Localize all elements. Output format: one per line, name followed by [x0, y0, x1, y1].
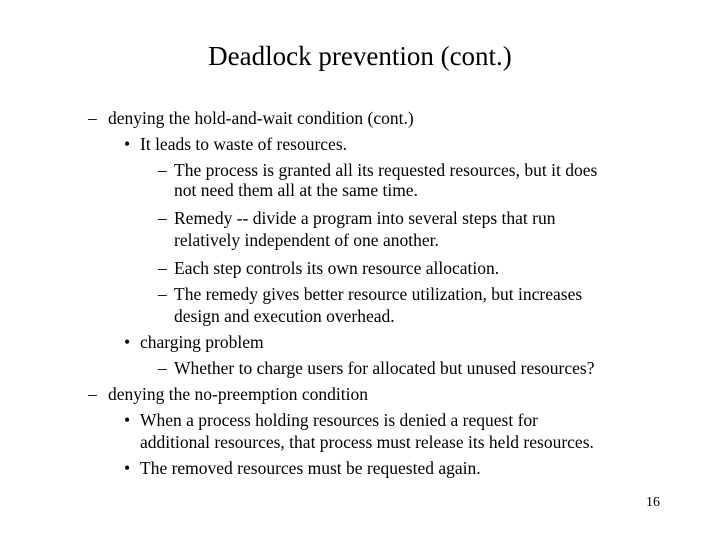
- dot-marker: •: [124, 134, 131, 154]
- bullet-process-granted-cont: not need them all at the same time.: [174, 180, 418, 200]
- bullet-charging-problem: charging problem: [140, 332, 264, 352]
- dot-marker: •: [124, 332, 131, 352]
- dash-marker: –: [158, 284, 167, 304]
- dash-marker: –: [158, 358, 167, 378]
- bullet-waste-of-resources: It leads to waste of resources.: [140, 134, 348, 154]
- dash-marker: –: [158, 160, 167, 180]
- dash-marker: –: [88, 108, 97, 128]
- bullet-process-granted: The process is granted all its requested resources, but it does: [174, 160, 598, 180]
- page-number: 16: [646, 495, 660, 510]
- bullet-removed-resources: The removed resources must be requested again.: [140, 458, 481, 478]
- bullet-no-preemption: denying the no-preemption condition: [108, 384, 369, 404]
- dash-marker: –: [158, 258, 167, 278]
- bullet-remedy-gives: The remedy gives better resource utilization, but increases: [174, 284, 583, 304]
- bullet-remedy: Remedy -- divide a program into several steps that run: [174, 208, 556, 228]
- dot-marker: •: [124, 458, 131, 478]
- bullet-remedy-gives-cont: design and execution overhead.: [174, 306, 395, 326]
- bullet-each-step: Each step controls its own resource allocation.: [174, 258, 500, 278]
- bullet-when-a-process: When a process holding resources is denied a request for: [140, 410, 538, 430]
- bullet-remedy-cont: relatively independent of one another.: [174, 230, 439, 250]
- dot-marker: •: [124, 410, 131, 430]
- bullet-hold-and-wait: denying the hold-and-wait condition (cont.): [108, 108, 414, 128]
- bullet-when-a-process-cont: additional resources, that process must release its held resources.: [140, 432, 594, 452]
- dash-marker: –: [88, 384, 97, 404]
- slide-title: Deadlock prevention (cont.): [208, 41, 512, 71]
- bullet-whether-to-charge: Whether to charge users for allocated but unused resources?: [174, 358, 595, 378]
- dash-marker: –: [158, 208, 167, 228]
